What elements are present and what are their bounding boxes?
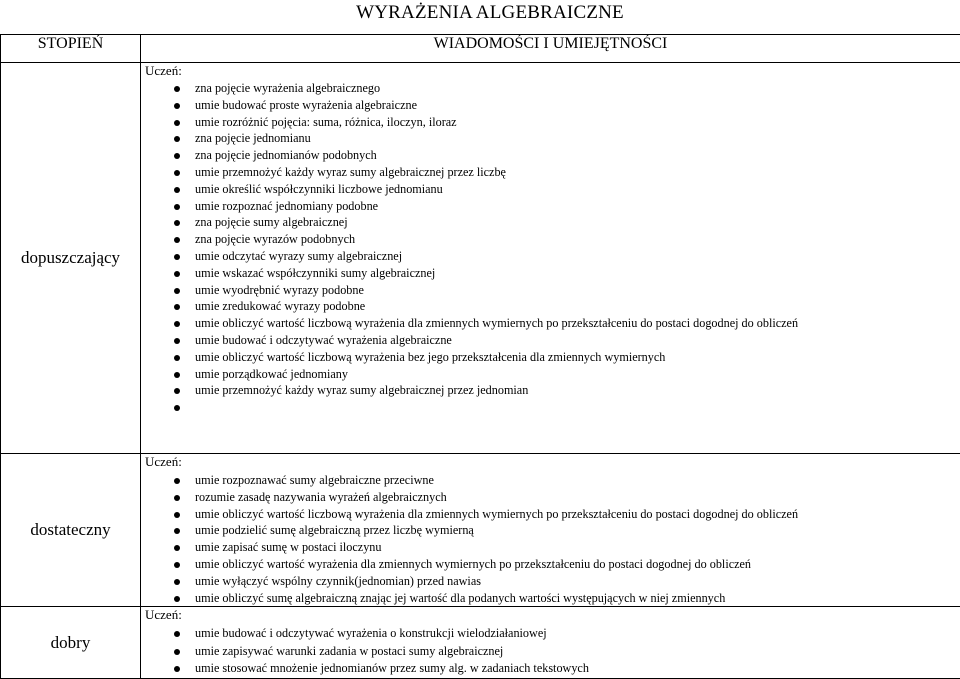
list-item xyxy=(141,556,960,573)
skill-text: umie obliczyć wartość liczbową wyrażenia bez jego przekształcenia dla zmiennych wymiernych xyxy=(195,350,665,364)
bullet-icon xyxy=(174,545,180,551)
skills-cell xyxy=(141,607,960,679)
list-item xyxy=(141,198,960,215)
list-item xyxy=(141,130,960,147)
bullet-icon xyxy=(174,579,180,585)
list-item xyxy=(141,231,960,248)
bullet-icon xyxy=(174,86,180,92)
skill-text: zna pojęcie sumy algebraicznej xyxy=(195,215,348,229)
bullet-icon xyxy=(174,153,180,159)
grade-dobry: dobry xyxy=(1,607,141,679)
skill-text: umie obliczyć sumę algebraiczną znając jej wartość dla podanych wartości występujących w niej zmiennych xyxy=(195,591,725,605)
list-item xyxy=(141,114,960,131)
list-item xyxy=(141,590,960,607)
skills-list xyxy=(141,470,960,606)
bullet-icon xyxy=(174,666,180,672)
list-item xyxy=(141,522,960,539)
grade-dopuszczajacy: dopuszczający xyxy=(1,63,141,454)
grade-dostateczny: dostateczny xyxy=(1,454,141,607)
bullet-icon xyxy=(174,596,180,602)
skill-text: umie budować proste wyrażenia algebraiczne xyxy=(195,98,417,112)
skill-text: umie określić współczynniki liczbowe jednomianu xyxy=(195,182,443,196)
bullet-icon xyxy=(174,271,180,277)
bullet-icon xyxy=(174,170,180,176)
skill-text: rozumie zasadę nazywania wyrażeń algebraicznych xyxy=(195,490,447,504)
student-label: Uczeń: xyxy=(141,454,960,470)
skill-text: umie podzielić sumę algebraiczną przez liczbę wymierną xyxy=(195,523,474,537)
list-item xyxy=(141,489,960,506)
section-row-dobry xyxy=(1,607,960,679)
skill-text: umie wskazać współczynniki sumy algebraicznej xyxy=(195,266,435,280)
skills-list xyxy=(141,623,960,677)
page-title: WYRAŻENIA ALGEBRAICZNE xyxy=(0,2,960,24)
list-item xyxy=(141,97,960,114)
bullet-icon xyxy=(174,562,180,568)
bullet-icon xyxy=(174,528,180,534)
skill-text: umie stosować mnożenie jednomianów przez sumy alg. w zadaniach tekstowych xyxy=(195,661,589,675)
bullet-icon xyxy=(174,187,180,193)
student-label: Uczeń: xyxy=(141,607,960,623)
list-item xyxy=(141,539,960,556)
list-item xyxy=(141,214,960,231)
table-header-row xyxy=(1,35,960,63)
list-item xyxy=(141,366,960,383)
bullet-icon xyxy=(174,237,180,243)
skill-text: umie rozpoznać jednomiany podobne xyxy=(195,199,378,213)
bullet-icon xyxy=(174,338,180,344)
skill-text: umie przemnożyć każdy wyraz sumy algebraicznej przez liczbę xyxy=(195,165,506,179)
requirements-table xyxy=(0,34,960,679)
skill-text: umie obliczyć wartość liczbową wyrażenia dla zmiennych wymiernych po przekształceniu do postaci dogodnej do obliczeń xyxy=(195,316,798,330)
skill-text: umie porządkować jednomiany xyxy=(195,367,348,381)
bullet-icon xyxy=(174,120,180,126)
list-item xyxy=(141,506,960,523)
list-item xyxy=(141,349,960,366)
list-item xyxy=(141,332,960,349)
list-item xyxy=(141,265,960,282)
skills-list xyxy=(141,79,960,416)
skill-text: zna pojęcie wyrażenia algebraicznego xyxy=(195,81,380,95)
list-item xyxy=(141,573,960,590)
skill-text: umie rozróżnić pojęcia: suma, różnica, iloczyn, iloraz xyxy=(195,115,457,129)
skill-text: umie obliczyć wartość wyrażenia dla zmiennych wymiernych po przekształceniu do postaci dogodnej do obliczeń xyxy=(195,557,751,571)
bullet-icon xyxy=(174,220,180,226)
skill-text: umie zapisywać warunki zadania w postaci sumy algebraicznej xyxy=(195,644,503,658)
skill-text: zna pojęcie jednomianów podobnych xyxy=(195,148,377,162)
skill-text: umie przemnożyć każdy wyraz sumy algebraicznej przez jednomian xyxy=(195,383,528,397)
bullet-icon xyxy=(174,649,180,655)
bullet-icon xyxy=(174,388,180,394)
skill-text: umie budować i odczytywać wyrażenia o konstrukcji wielodziałaniowej xyxy=(195,626,547,640)
bullet-icon xyxy=(174,372,180,378)
skill-text: umie odczytać wyrazy sumy algebraicznej xyxy=(195,249,402,263)
skill-text: umie wyodrębnić wyrazy podobne xyxy=(195,283,364,297)
bullet-icon xyxy=(174,495,180,501)
skills-cell xyxy=(141,63,960,454)
list-item xyxy=(141,382,960,399)
bullet-icon xyxy=(174,204,180,210)
skill-text: zna pojęcie wyrazów podobnych xyxy=(195,232,355,246)
skill-text: umie zapisać sumę w postaci iloczynu xyxy=(195,540,381,554)
bullet-icon xyxy=(174,288,180,294)
bullet-icon xyxy=(174,355,180,361)
header-skills: WIADOMOŚCI I UMIEJĘTNOŚCI xyxy=(141,35,960,63)
list-item xyxy=(141,164,960,181)
skill-text: umie obliczyć wartość liczbową wyrażenia dla zmiennych wymiernych po przekształceniu do postaci dogodnej do obliczeń xyxy=(195,507,798,521)
list-item xyxy=(141,181,960,198)
skill-text: umie rozpoznawać sumy algebraiczne przeciwne xyxy=(195,473,434,487)
bullet-icon xyxy=(174,631,180,637)
section-row-dopuszczajacy xyxy=(1,63,960,454)
list-item xyxy=(141,282,960,299)
skill-text: umie zredukować wyrazy podobne xyxy=(195,299,365,313)
skill-text: umie wyłączyć wspólny czynnik(jednomian) przed nawias xyxy=(195,574,481,588)
list-item xyxy=(141,315,960,332)
list-item xyxy=(141,643,960,660)
bullet-icon xyxy=(174,405,180,411)
list-item xyxy=(141,80,960,97)
list-item xyxy=(141,298,960,315)
bullet-icon xyxy=(174,103,180,109)
list-item xyxy=(141,660,960,677)
header-grade: STOPIEŃ xyxy=(1,35,141,63)
bullet-icon xyxy=(174,304,180,310)
list-item xyxy=(141,248,960,265)
bullet-icon xyxy=(174,478,180,484)
student-label: Uczeń: xyxy=(141,63,960,79)
bullet-icon xyxy=(174,512,180,518)
list-item xyxy=(141,147,960,164)
section-row-dostateczny xyxy=(1,454,960,607)
skills-cell xyxy=(141,454,960,607)
skill-text: zna pojęcie jednomianu xyxy=(195,131,311,145)
skill-text: umie budować i odczytywać wyrażenia algebraiczne xyxy=(195,333,452,347)
bullet-icon xyxy=(174,254,180,260)
list-item xyxy=(141,399,960,416)
list-item xyxy=(141,472,960,489)
bullet-icon xyxy=(174,136,180,142)
bullet-icon xyxy=(174,321,180,327)
